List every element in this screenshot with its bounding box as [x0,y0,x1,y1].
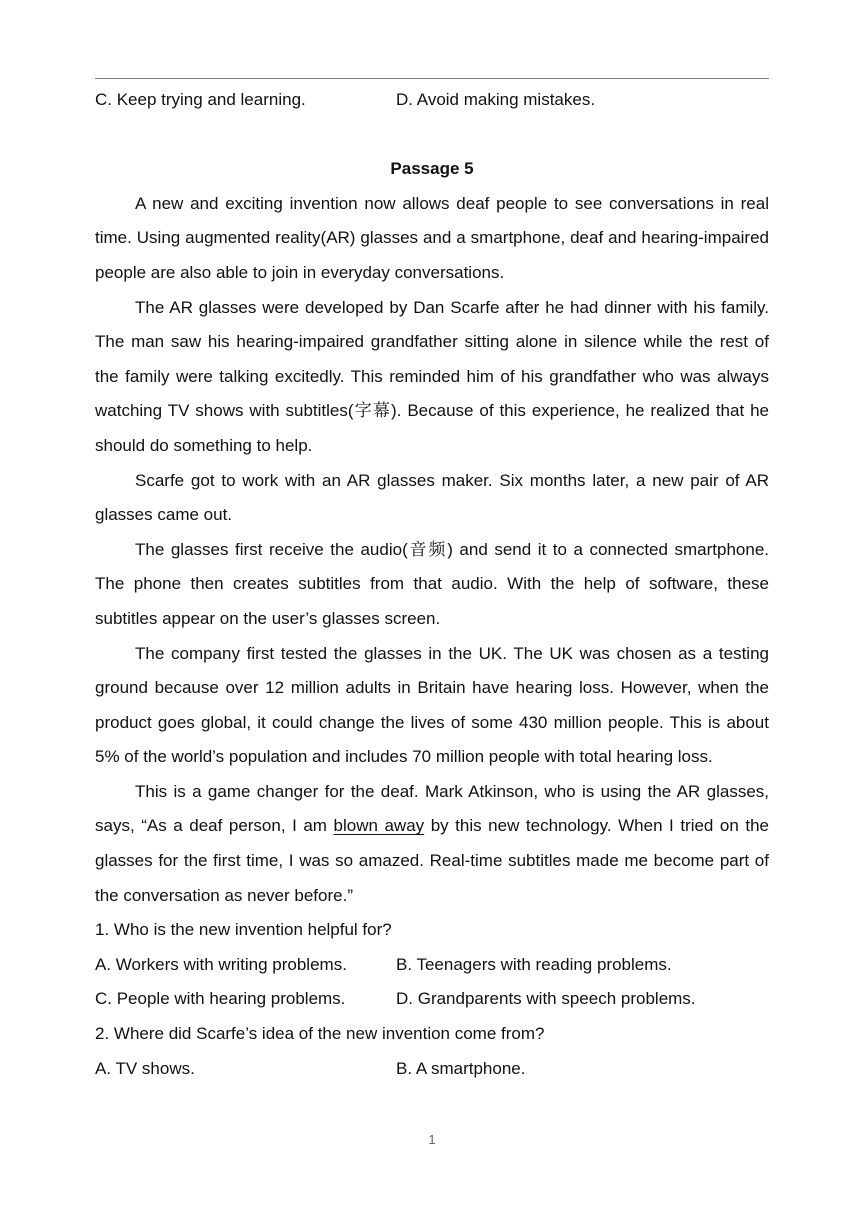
paragraph-3: Scarfe got to work with an AR glasses maker. Six months later, a new pair of AR glasses came out. [95,470,769,525]
spacer [95,118,769,153]
question-1-options-cd [95,982,769,1017]
paragraph-6 [95,775,769,913]
q1-option-a: A. Workers with writing problems. [95,954,347,974]
page-number: 1 [428,1132,436,1147]
passage-title: Passage 5 [390,159,474,179]
question-1: 1. Who is the new invention helpful for? [95,920,392,940]
q1-option-c: C. People with hearing problems. [95,989,346,1009]
q2-option-b: B. A smartphone. [396,1058,526,1078]
option-d: D. Avoid making mistakes. [396,90,596,109]
question-2: 2. Where did Scarfe’s idea of the new invention come from? [95,1024,545,1044]
paragraph-1: A new and exciting invention now allows deaf people to see conversations in real time. Using augmented reality(AR) glasses and a smartphone, deaf and hearing-impaired people are also able to join in everyday conversations. [95,193,769,282]
underlined-phrase: blown away [333,816,425,836]
paragraph-2: The AR glasses were developed by Dan Scarfe after he had dinner with his family. The man saw his hearing-impaired grandfather sitting alone in silence while the rest of the family were talking excitedly. This reminded him of his grandfather who was always watching TV shows with subtitles(字幕). Because of this experience, he realized that he should do something to help. [95,297,769,455]
question-1-options-ab [95,948,769,983]
prev-question-options [95,83,769,118]
paragraph-5: The company first tested the glasses in the UK. The UK was chosen as a testing ground because over 12 million adults in Britain have hearing loss. However, when the product goes global, it could change the lives of some 430 million people. This is about 5% of the world’s population and includes 70 million people with total hearing loss. [95,643,769,767]
document-body [95,83,769,1086]
paragraph-6-end: by this new technology. When I tried on the glasses for the first time, I was so amazed. Real-time subtitles made me become part of the conversation as never before.” [95,816,769,905]
header-rule [95,78,769,79]
paragraph-6-start: This is a game changer for the deaf. Mark Atkinson, who is using the AR glasses, says, “As a deaf person, I am [95,781,769,836]
q1-option-d: D. Grandparents with speech problems. [396,989,696,1009]
q2-option-a: A. TV shows. [95,1058,195,1078]
question-2-options-ab [95,1052,769,1087]
option-c: C. Keep trying and learning. [95,90,306,109]
q1-option-b: B. Teenagers with reading problems. [396,954,672,974]
paragraph-4: The glasses first receive the audio(音频) and send it to a connected smartphone. The phone then creates subtitles from that audio. With the help of software, these subtitles appear on the user’s glasses screen. [95,539,769,628]
